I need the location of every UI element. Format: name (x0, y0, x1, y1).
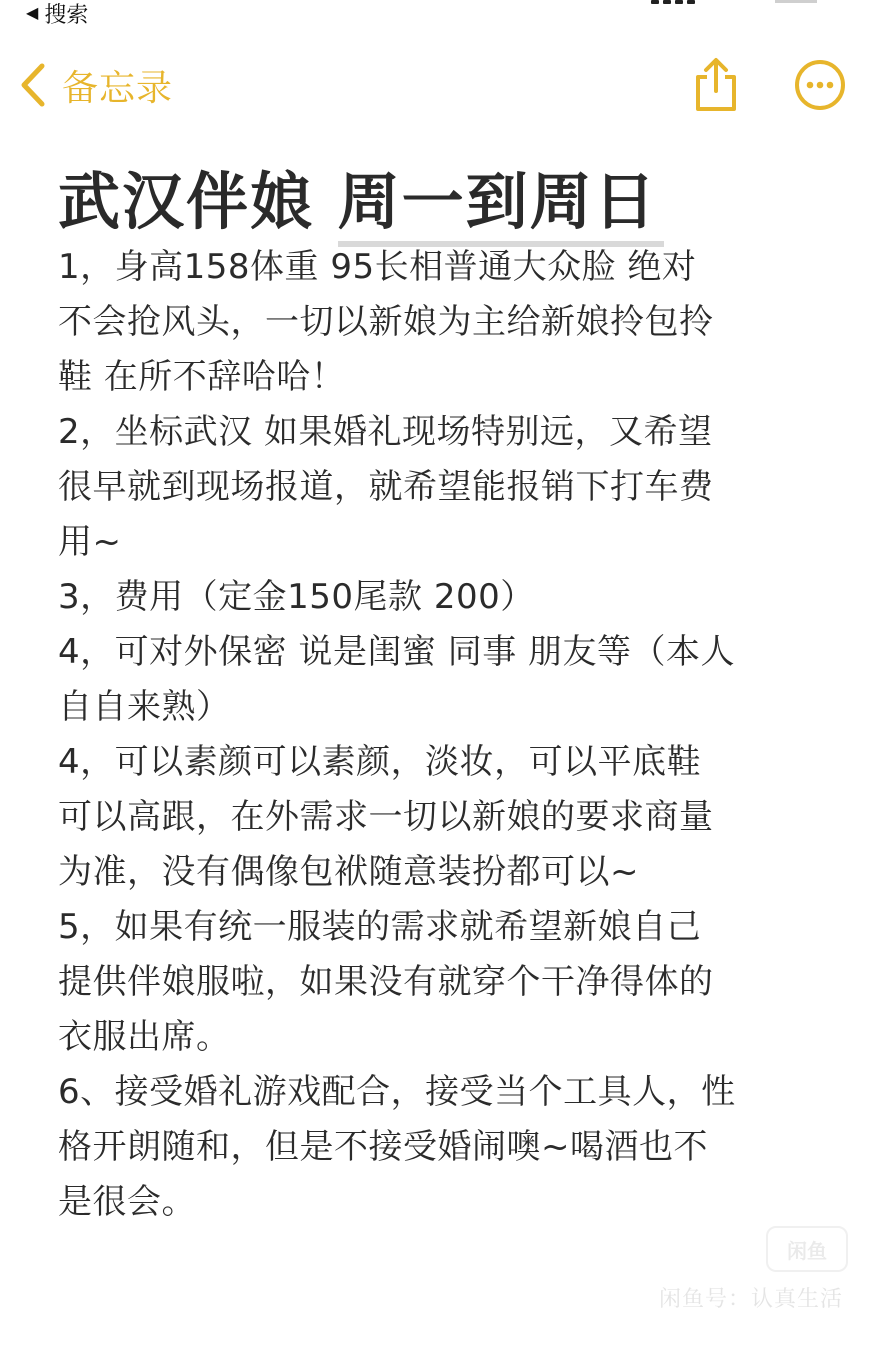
note-line: 6、接受婚礼游戏配合，接受当个工具人，性 (58, 1072, 736, 1112)
more-button[interactable] (792, 56, 848, 114)
status-back-label: 搜索 (44, 2, 89, 28)
note-line: 很早就到现场报道，就希望能报销下打车费 (58, 467, 714, 507)
note-line: 鞋 在所不辞哈哈！ (58, 357, 346, 397)
signal-icon (651, 0, 697, 4)
note-line: 5，如果有统一服装的需求就希望新娘自己 (58, 907, 702, 947)
note-title-part-2: 周一到周日 (338, 152, 658, 241)
note-line: 为准，没有偶像包袱随意装扮都可以~ (58, 852, 639, 892)
note-line: 可以高跟，在外需求一切以新娘的要求商量 (58, 797, 714, 837)
note-line: 自自来熟） (58, 687, 231, 727)
note-line: 衣服出席。 (58, 1017, 231, 1057)
note-line: 3，费用（定金150尾款 200） (58, 577, 535, 617)
note-line: 1，身高158体重 95长相普通大众脸 绝对 (58, 247, 697, 287)
note-body[interactable] (58, 240, 838, 1230)
note-line: 是很会。 (58, 1182, 196, 1222)
back-label: 备忘录 (62, 67, 174, 109)
note-line: 2，坐标武汉 如果婚礼现场特别远，又希望 (58, 412, 713, 452)
note-line: 4，可以素颜可以素颜，淡妆，可以平底鞋 (58, 742, 702, 782)
back-triangle-icon: ◀ (26, 3, 39, 22)
note-title[interactable] (58, 152, 658, 241)
back-to-notes-button[interactable] (18, 58, 173, 112)
watermark-text: 闲鱼号：认真生活 (658, 1287, 843, 1312)
note-title-part-1: 武汉伴娘 (58, 165, 315, 238)
share-icon (692, 57, 740, 113)
note-line: 提供伴娘服啦，如果没有就穿个干净得体的 (58, 962, 714, 1002)
battery-icon (775, 0, 817, 3)
note-line: 格开朗随和，但是不接受婚闹噢~喝酒也不 (58, 1127, 708, 1167)
note-line: 不会抢风头，一切以新娘为主给新娘拎包拎 (58, 302, 714, 342)
note-line: 用~ (58, 522, 122, 562)
status-back-to-search[interactable] (26, 0, 88, 26)
chevron-left-icon (18, 62, 46, 108)
note-line: 4，可对外保密 说是闺蜜 同事 朋友等（本人 (58, 632, 736, 672)
watermark-badge: 闲鱼 (766, 1226, 848, 1272)
more-icon (793, 58, 847, 112)
share-button[interactable] (688, 56, 744, 114)
